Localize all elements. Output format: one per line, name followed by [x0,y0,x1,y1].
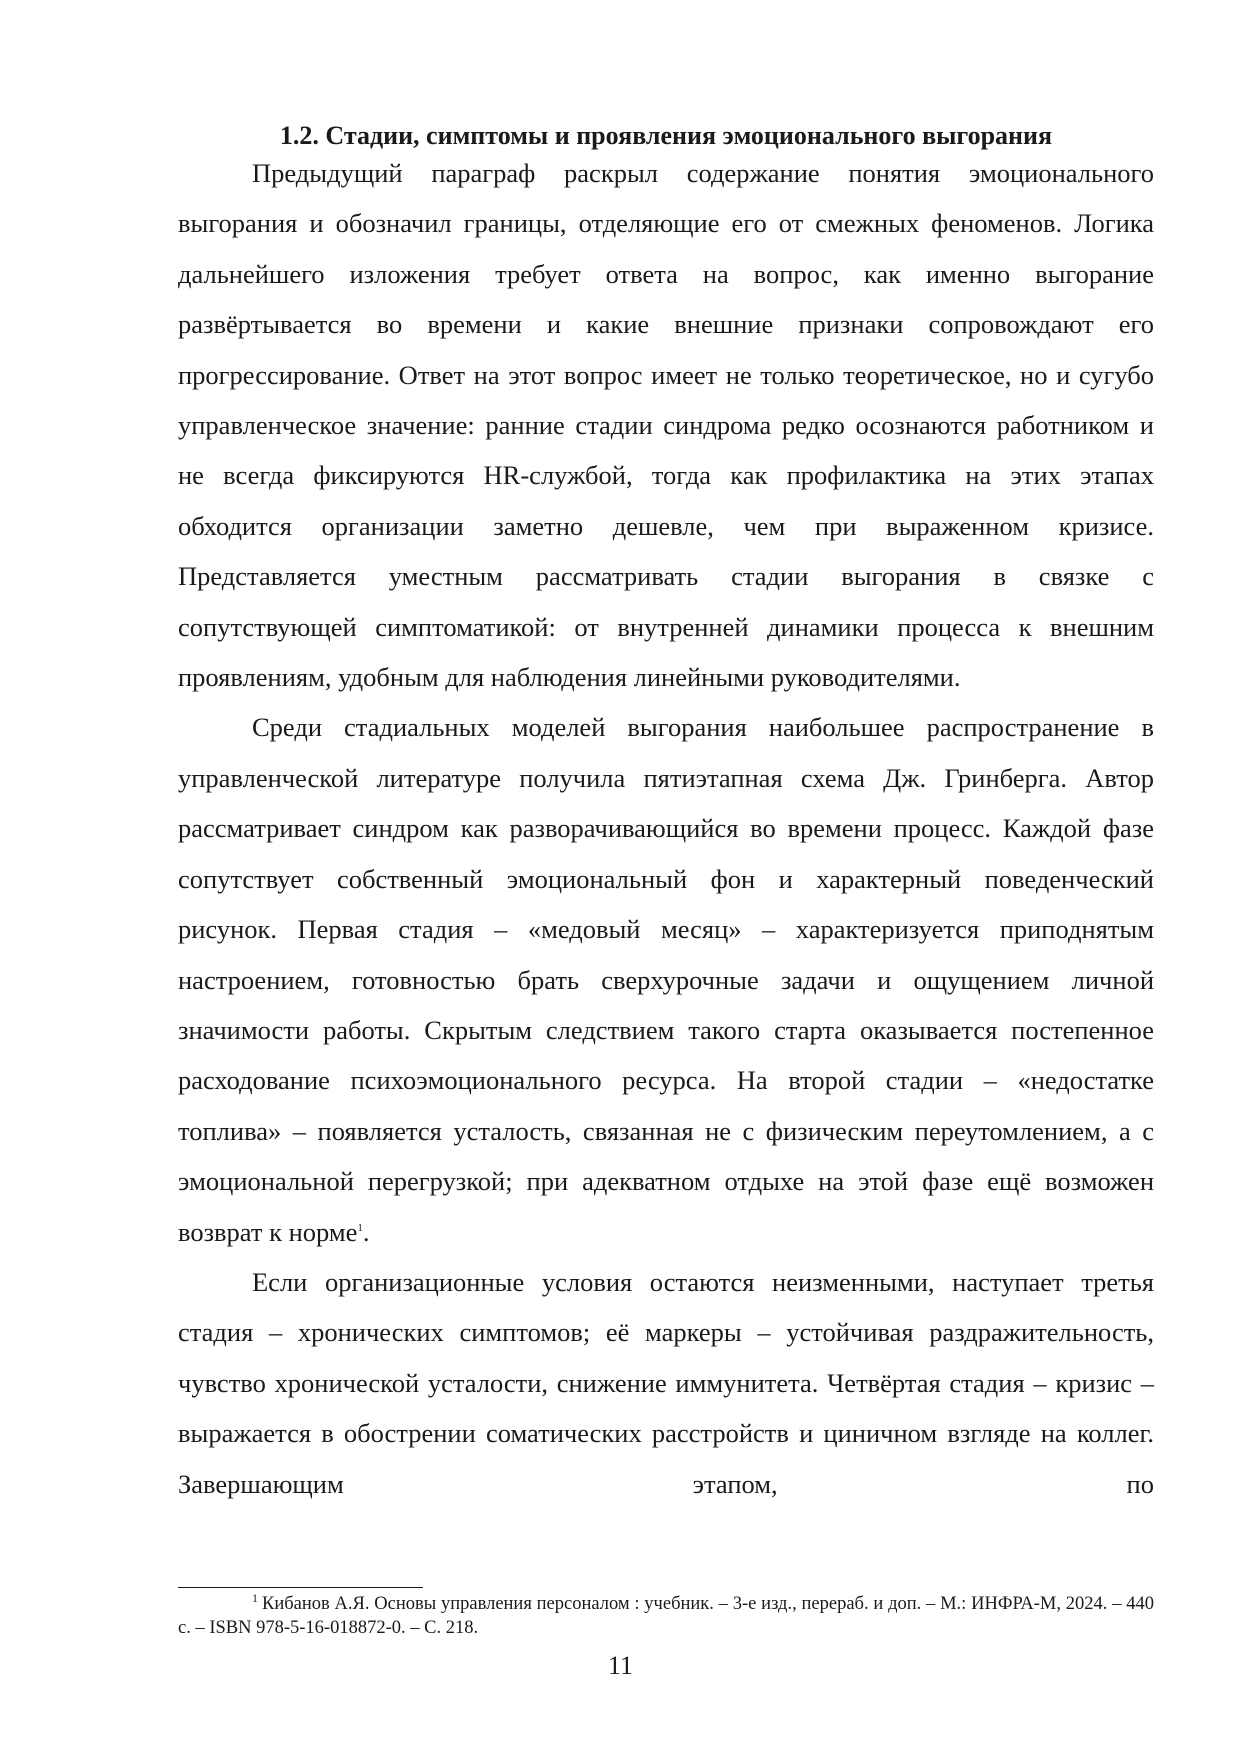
paragraph-2-text: Среди стадиальных моделей выгорания наибольшее распространение в управленческой литературе получила пятиэтапная схема Дж. Гринберга. Автор рассматривает синдром как разворачивающийся во времени процесс. Каждой фазе сопутствует собственный эмоциональный фон и характерный поведенческий рисунок. Первая стадия – «медовый месяц» – характеризуется приподнятым настроением, готовностью брать сверхурочные задачи и ощущением личной значимости работы. Скрытым следствием такого старта оказывается постепенное расходование психоэмоционального ресурса. На второй стадии – «недостатке топлива» – появляется усталость, связанная не с физическим переутомлением, а с эмоциональной перегрузкой; при адекватном отдыхе на этой фазе ещё возможен возврат к норме [178,712,1154,1247]
paragraph-3: Если организационные условия остаются неизменными, наступает третья стадия – хронических симптомов; её маркеры – устойчивая раздражительность, чувство хронической усталости, снижение иммунитета. Четвёртая стадия – кризис – выражается в обострении соматических расстройств и циничном взгляде на коллег. Завершающим этапом, по [178,1266,1154,1499]
footnote-text: Кибанов А.Я. Основы управления персоналом : учебник. – 3-е изд., перераб. и доп. – М.: ИНФРА-М, 2024. – 440 с. – ISBN 978-5-16-018872-0. – С. 218. [178,1594,1154,1638]
footnote-reference[interactable]: 1 [357,1221,363,1234]
footnote-number: 1 [252,1590,258,1605]
paragraph-2 [178,702,1154,1256]
body-text [178,148,1154,1509]
footnote-separator [178,1587,423,1588]
footnote [178,1592,1154,1640]
page-number: 11 [607,1651,634,1680]
section-heading: 1.2. Стадии, симптомы и проявления эмоционального выгорания [279,121,1053,150]
paragraph-1: Предыдущий параграф раскрыл содержание понятия эмоционального выгорания и обозначил границы, отделяющие его от смежных феноменов. Логика дальнейшего изложения требует ответа на вопрос, как именно выгорание развёртывается во времени и какие внешние признаки сопровождают его прогрессирование. Ответ на этот вопрос имеет не только теоретическое, но и сугубо управленческое значение: ранние стадии синдрома редко осознаются работником и не всегда фиксируются HR-службой, тогда как профилактика на этих этапах обходится организации заметно дешевле, чем при выраженном кризисе. Представляется уместным рассматривать стадии выгорания в связке с сопутствующей симптоматикой: от внутренней динамики процесса к внешним проявлениям, удобным для наблюдения линейными руководителями. [178,158,1154,693]
paragraph-2-tail: . [362,1216,370,1247]
